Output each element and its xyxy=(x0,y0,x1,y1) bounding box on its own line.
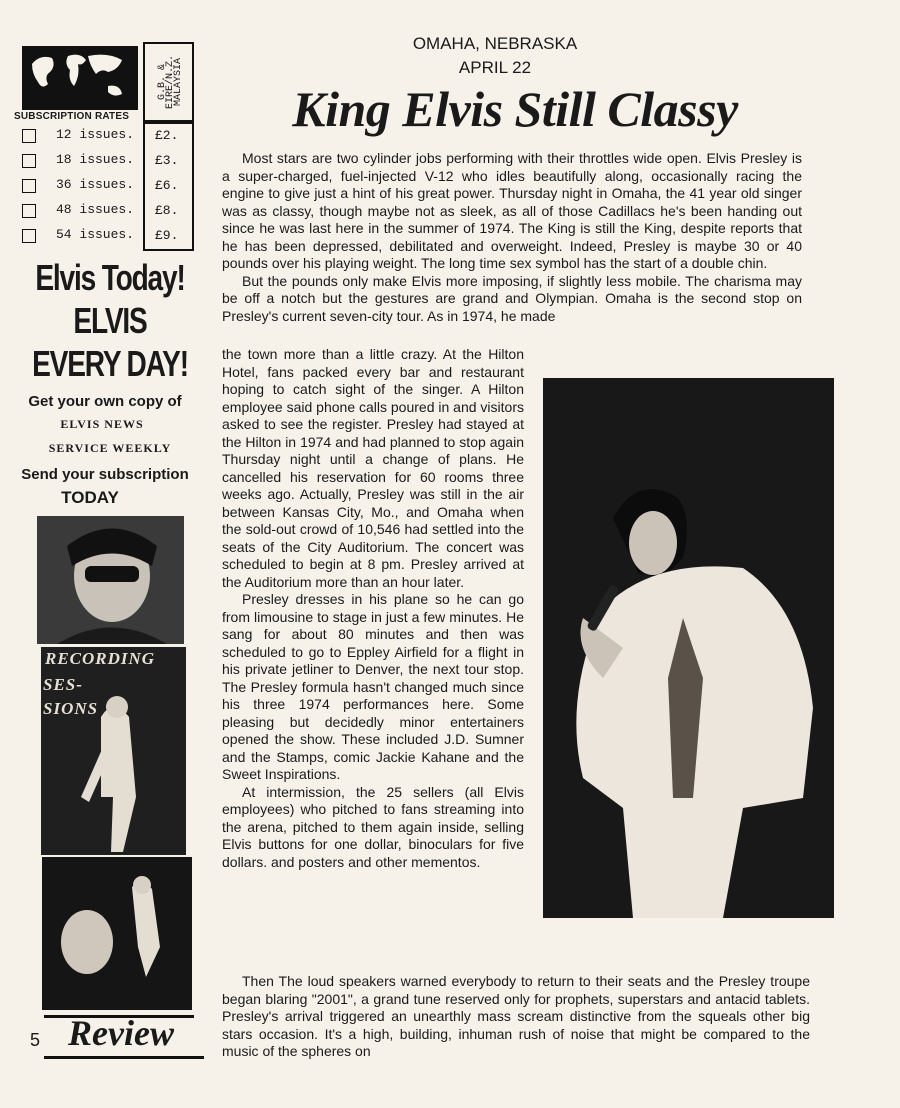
article-headline: King Elvis Still Classy xyxy=(292,81,738,137)
rate-price: £8. xyxy=(155,203,179,218)
article-body-bottom xyxy=(222,973,810,1061)
rate-issues: 36 issues. xyxy=(56,177,135,192)
paragraph-5: Then The loud speakers warned everybody to return to their seats and the Presley troupe began blaring "2001", a grand tune reserved only for prophets, superstars and antacid tablets. Presley's arrival triggered an unearthly mass scream distinctive from the squeals other big stars occasion. It's a high, building, inhuman rush of noise that might be compared to the music of the spheres on xyxy=(222,973,810,1059)
rate-price: £3. xyxy=(155,153,179,168)
subscription-rates-label: SUBSCRIPTION RATES xyxy=(14,111,130,122)
checkbox-12[interactable] xyxy=(22,129,36,143)
today-text: TODAY xyxy=(61,488,119,507)
paragraph-1: Most stars are two cylinder jobs performing with their throttles wide open. Elvis Presley is a super-charged, fuel-injected V-12 who idles beautifully along, occasionally racing the engine to give just a hint of his great power. Thursday night in Omaha, the 41 year old singer was as classy, though maybe not as sleek, as all of those Cadillacs he's been handing out since he was last here in the summer of 1974. The King is still the King, despite reports that he has been depressed, debilitated and overweight. Indeed, Presley is maybe 30 or 40 pounds over his playing weight. The long time sex symbol has the start of a double chin. xyxy=(222,150,802,271)
rate-price: £6. xyxy=(155,178,179,193)
checkbox-48[interactable] xyxy=(22,204,36,218)
news-line-2: SERVICE WEEKLY xyxy=(48,441,172,455)
paragraph-3: Presley dresses in his plane so he can go from limousine to stage in just a few minutes. He sang for about 80 minutes and then was scheduled to go to Eppley Airfield for a flight in his private jetliner to Denver, the next tour stop. The Presley formula hasn't changed much since his three 1974 performances here. Some pleasing but decidedly minor entertainers opened the show. These included J.D. Sumner and the Stamps, comic Jackie Kahane and the Sweet Inspirations. xyxy=(222,591,524,782)
rate-price: £9. xyxy=(155,228,179,243)
dateline-date: APRIL 22 xyxy=(458,58,532,77)
get-copy-text: Get your own copy of xyxy=(28,393,182,410)
recording-sessions-cover xyxy=(41,647,186,855)
elvis-concert-photo xyxy=(543,378,834,918)
dateline-location: OMAHA, NEBRASKA xyxy=(412,34,578,53)
page-number: 5 xyxy=(30,1030,41,1050)
review-logo: Review xyxy=(68,1013,174,1053)
rate-issues: 18 issues. xyxy=(56,152,135,167)
rate-issues: 48 issues. xyxy=(56,202,135,217)
promo-elvis: ELVIS xyxy=(73,300,147,341)
paragraph-2-continued: the town more than a little crazy. At the Hilton Hotel, fans packed every bar and restaurant hoping to catch sight of the singer. A Hilton employee said phone calls poured in and visitors asked to see the register. Presley had stayed at the Hilton in 1974 and had planned to stop again Thursday night until a change of plans. He cancelled his reservation for 60 rooms three weeks ago. Actually, Presley was still in the air between Kansas City, Mo., and Omaha when the sold-out crowd of 10,546 had settled into the seats of the City Auditorium. The concert was scheduled to begin at 8 pm. Presley arrived at the Auditorium more than an hour later. xyxy=(222,346,524,590)
rate-issues: 12 issues. xyxy=(56,127,135,142)
recording-caption-2: SES- xyxy=(43,675,83,694)
news-line-1: ELVIS NEWS xyxy=(60,417,144,431)
world-map-logo xyxy=(22,46,138,110)
checkbox-18[interactable] xyxy=(22,154,36,168)
elvis-live-photo xyxy=(42,857,192,1010)
elvis-sunglasses-photo xyxy=(37,516,184,644)
rate-issues: 54 issues. xyxy=(56,227,135,242)
recording-caption-3: SIONS xyxy=(43,699,99,718)
paragraph-4: At intermission, the 25 sellers (all Elvis employees) who pitched to fans streaming into the arena, pitched to them again inside, selling Elvis buttons for one dollar, binoculars for five dollars. and posters and other mementos. xyxy=(222,783,524,870)
recording-caption-1: RECORDING xyxy=(45,649,156,668)
review-bottom-rule xyxy=(44,1056,204,1059)
price-column xyxy=(143,122,194,251)
promo-elvis-today: Elvis Today! xyxy=(35,257,185,298)
send-subscription-text: Send your subscription xyxy=(21,466,189,483)
article-body-top xyxy=(222,150,802,325)
promo-every-day: EVERY DAY! xyxy=(32,343,188,384)
checkbox-54[interactable] xyxy=(22,229,36,243)
article-body-narrow xyxy=(222,346,524,871)
region-header: G.B. & EIRE/N.Z. MALAYSIA xyxy=(157,55,184,110)
paragraph-2: But the pounds only make Elvis more imposing, if slightly less mobile. The charisma may be off a notch but the gestures are grand and Olympian. Omaha is the second stop on Presley's current seven-city tour. As in 1974, he made xyxy=(222,272,802,324)
region-header-box xyxy=(143,42,194,122)
checkbox-36[interactable] xyxy=(22,179,36,193)
rate-price: £2. xyxy=(155,128,179,143)
